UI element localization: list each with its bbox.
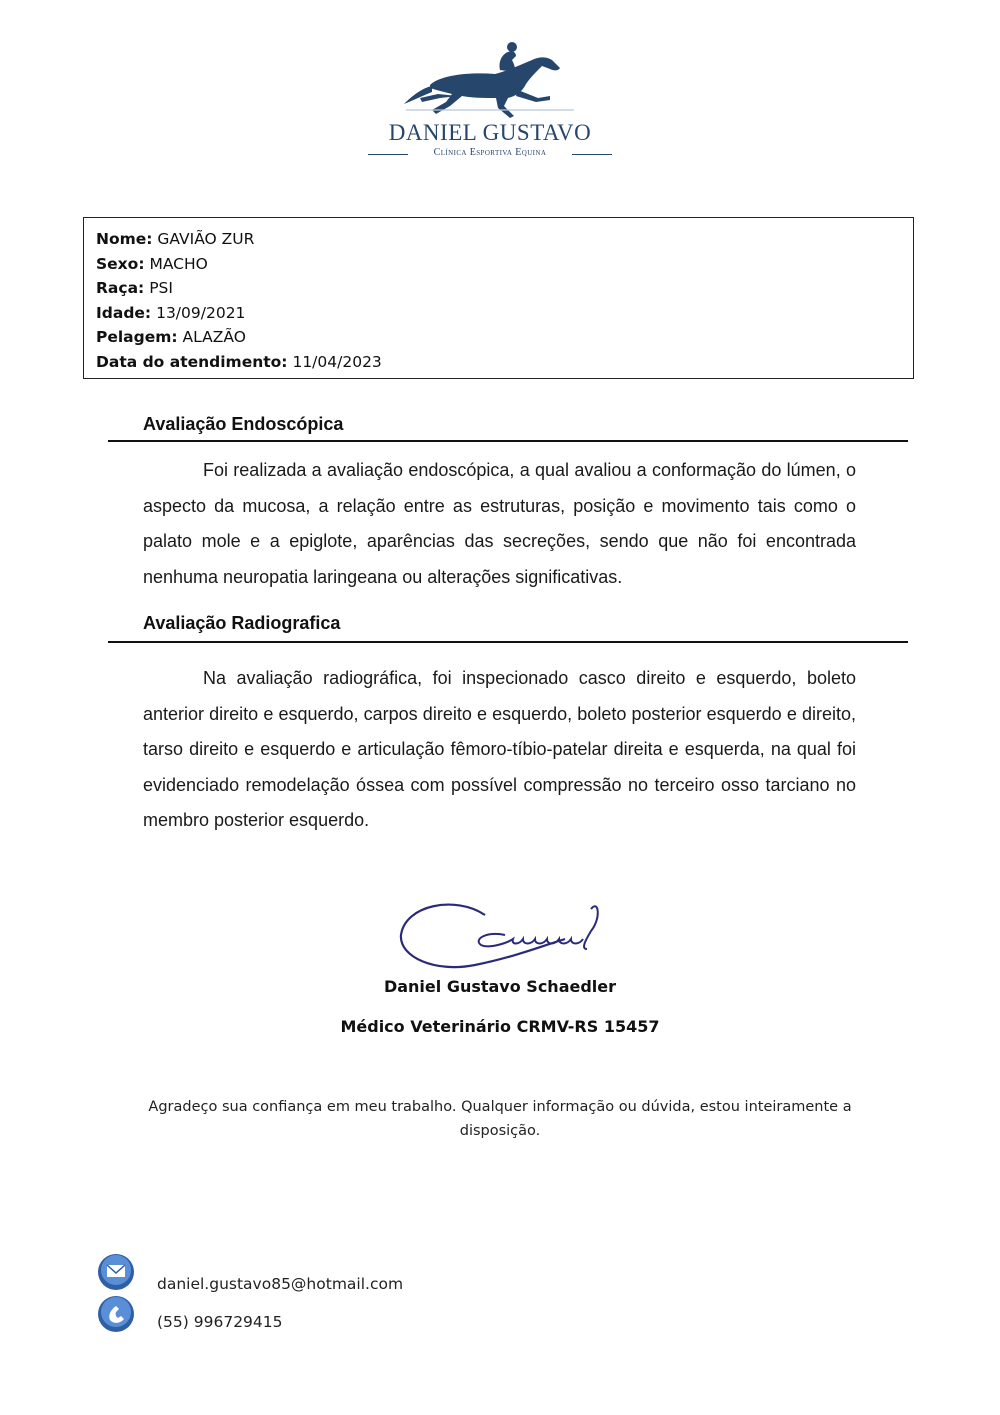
info-idade	[96, 301, 901, 326]
nome-label: Nome:	[96, 230, 153, 248]
raca-label: Raça:	[96, 279, 145, 297]
logo-name: DANIEL GUSTAVO	[388, 120, 592, 145]
logo-line-right	[572, 154, 612, 155]
patient-info-box	[83, 217, 914, 379]
endoscopy-title: Avaliação Endoscópica	[143, 414, 344, 434]
pelagem-value: ALAZÃO	[182, 328, 246, 346]
nome-value: GAVIÃO ZUR	[157, 230, 255, 248]
info-nome	[96, 227, 901, 252]
idade-label: Idade:	[96, 303, 152, 322]
clinic-logo	[360, 40, 620, 160]
contact-email[interactable]: daniel.gustavo85@hotmail.com	[157, 1275, 404, 1293]
endoscopy-text: Foi realizada a avaliação endoscópica, a qual avaliou a conformação do lúmen, o aspecto da mucosa, a relação entre as estruturas, posição e movimento tais como o palato mole e a epiglote, aparências das secreções, sendo que não foi encontrada nenhuma neuropatia laringeana ou alterações significativas.	[143, 460, 856, 587]
info-pelagem	[96, 325, 901, 350]
logo-subtitle: Clínica Esportiva Equina	[433, 147, 547, 158]
pelagem-label: Pelagem:	[96, 328, 178, 346]
radiography-divider	[108, 641, 908, 643]
idade-value: 13/09/2021	[156, 303, 246, 322]
phone-icon	[96, 1294, 136, 1334]
sexo-value: MACHO	[149, 254, 208, 273]
racehorse-jockey-logo-icon	[400, 40, 580, 122]
endoscopy-divider	[108, 440, 908, 442]
handwritten-signature	[395, 895, 605, 980]
sexo-label: Sexo:	[96, 254, 145, 273]
envelope-icon	[96, 1252, 136, 1292]
logo-subtitle-row	[368, 147, 612, 161]
signature-name: Daniel Gustavo Schaedler	[383, 977, 617, 996]
info-data-atendimento	[96, 350, 901, 375]
info-sexo	[96, 252, 901, 277]
signature-drawing	[395, 895, 605, 975]
data-label: Data do atendimento:	[96, 352, 288, 371]
radiography-text: Na avaliação radiográfica, foi inspecionado casco direito e esquerdo, boleto anterior direito e esquerdo, carpos direito e esquerdo, boleto posterior esquerdo e direito, tarso direito e esquerdo e articulação fêmoro-tíbio-patelar direita e esquerda, na qual foi evidenciado remodelação óssea com possível compressão no terceiro osso tarciano no membro posterior esquerdo.	[143, 668, 856, 830]
thanks-note: Agradeço sua confiança em meu trabalho. Qualquer informação ou dúvida, estou inteiramente a disposição.	[148, 1099, 852, 1139]
raca-value: PSI	[149, 279, 173, 297]
contact-phone[interactable]: (55) 996729415	[157, 1313, 283, 1331]
data-value: 11/04/2023	[292, 352, 382, 371]
radiography-title: Avaliação Radiografica	[143, 613, 341, 633]
signature-title: Médico Veterinário CRMV-RS 15457	[340, 1017, 660, 1036]
info-raca	[96, 276, 901, 301]
